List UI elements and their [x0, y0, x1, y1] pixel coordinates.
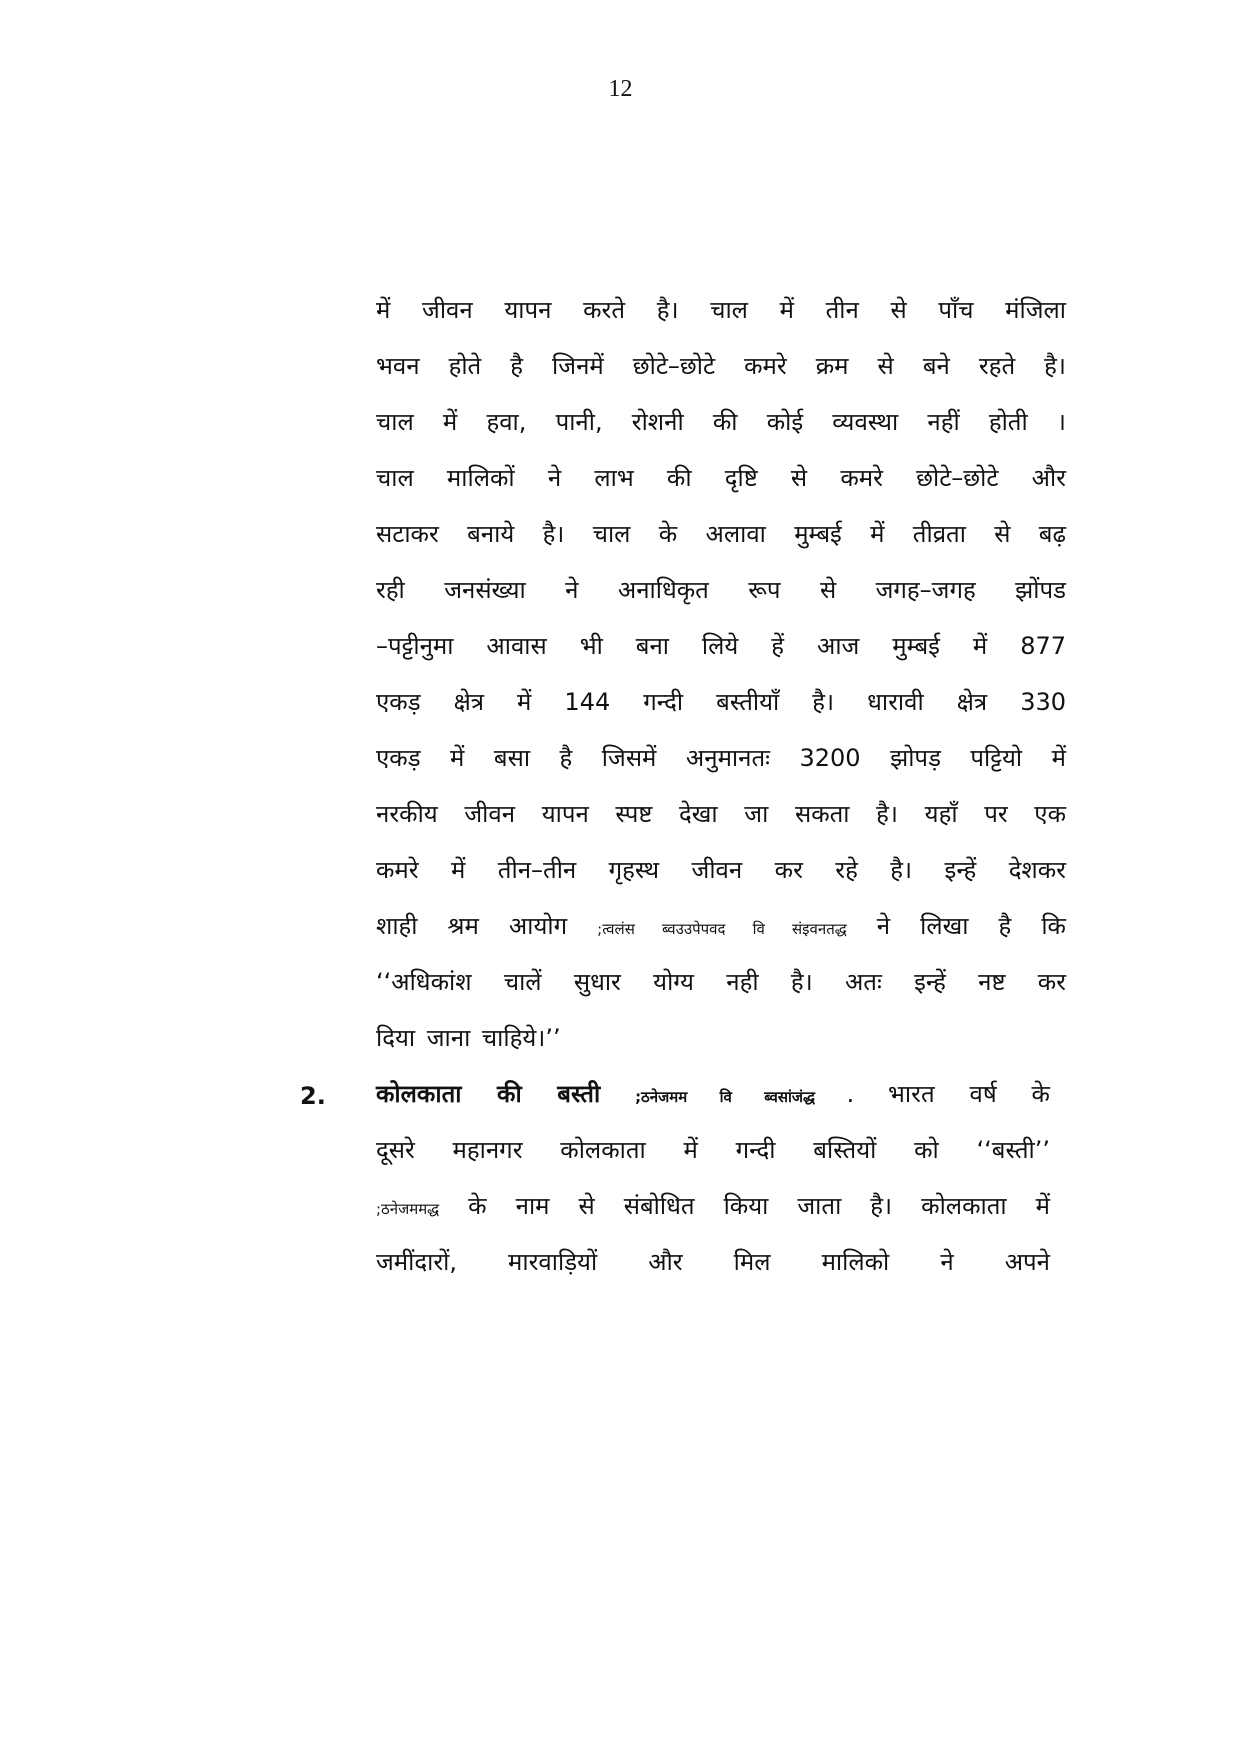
text-line: भवन होते है जिनमें छोटे–छोटे कमरे क्रम से बने रहते है। [376, 352, 1066, 380]
text-line: एकड़ में बसा है जिसमें अनुमानतः 3200 झोपड़ पट्टियो में [376, 744, 1066, 772]
text-segment: भारत वर्ष के [888, 1080, 1050, 1108]
text-line: में जीवन यापन करते है। चाल में तीन से पाँच मंजिला [376, 296, 1066, 324]
text-line: एकड़ क्षेत्र में 144 गन्दी बस्तीयाँ है। धारावी क्षेत्र 330 [376, 688, 1066, 716]
text-line [376, 1190, 1050, 1222]
text-line: नरकीय जीवन यापन स्पष्ट देखा जा सकता है। यहाँ पर एक [376, 800, 1066, 828]
text-line: ‘‘अधिकांश चालें सुधार योग्य नही है। अतः इन्हें नष्ट कर [376, 968, 1066, 996]
text-line: कमरे में तीन–तीन गृहस्थ जीवन कर रहे है। इन्हें देशकर [376, 856, 1066, 884]
text-line: सटाकर बनाये है। चाल के अलावा मुम्बई में तीव्रता से बढ़ [376, 520, 1066, 548]
garbled-transliteration: ;त्वलंस ब्वउउपेपवद वि संइवनतद्ध [597, 920, 847, 938]
page-number: 12 [608, 76, 633, 102]
text-line: जमींदारों, मारवाड़ियों और मिल मालिको ने अपने [376, 1248, 1050, 1276]
text-line: चाल मालिकों ने लाभ की दृष्टि से कमरे छोटे–छोटे और [376, 464, 1066, 492]
text-line: दिया जाना चाहिये।’’ [376, 1024, 561, 1052]
section-number: 2. [300, 1082, 326, 1110]
section-heading: कोलकाता की बस्ती [376, 1080, 601, 1108]
text-line [376, 910, 1066, 942]
text-segment: शाही श्रम आयोग [376, 912, 568, 940]
section-heading-line [376, 1078, 1050, 1110]
text-line: दूसरे महानगर कोलकाता में गन्दी बस्तियों को ‘‘बस्ती’’ [376, 1136, 1050, 1164]
text-line: रही जनसंख्या ने अनाधिकृत रूप से जगह–जगह झोंपड [376, 576, 1066, 604]
garbled-transliteration: ;ठनेजमम वि ब्वसांजंद्ध . [635, 1088, 854, 1106]
text-line: –पट्टीनुमा आवास भी बना लिये हें आज मुम्बई में 877 [376, 632, 1066, 660]
text-line: चाल में हवा, पानी, रोशनी की कोई व्यवस्था नहीं होती । [376, 408, 1066, 436]
text-segment: ने लिखा है कि [876, 912, 1066, 940]
text-segment: के नाम से संबोधित किया जाता है। कोलकाता में [468, 1192, 1050, 1220]
garbled-transliteration: ;ठनेजममद्ध [376, 1200, 440, 1218]
